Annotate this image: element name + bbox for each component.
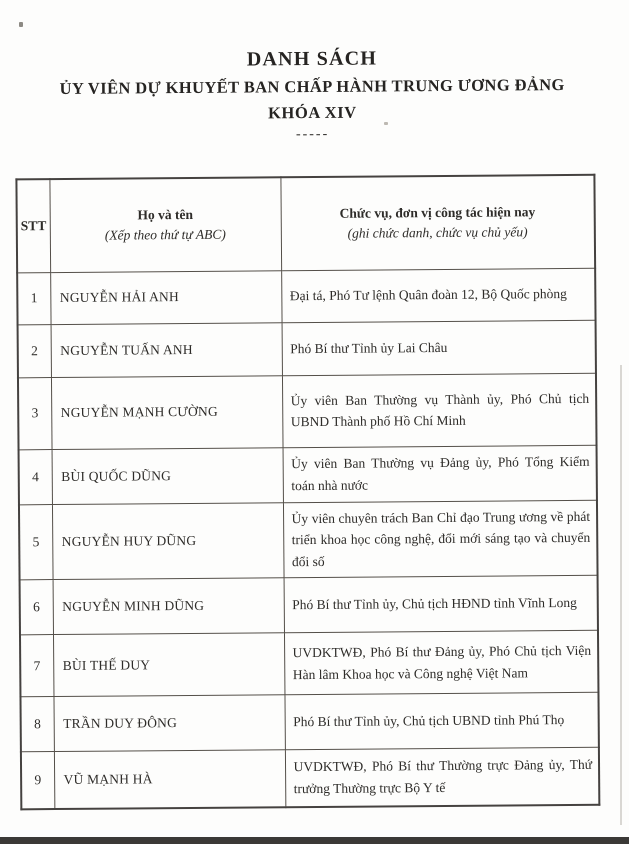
table-header-row <box>16 175 595 273</box>
table-row <box>17 268 595 325</box>
row-name: TRẦN DUY ĐÔNG <box>53 695 284 752</box>
row-name: NGUYỄN HUY DŨNG <box>52 502 284 579</box>
row-position: Đại tá, Phó Tư lệnh Quân đoàn 12, Bộ Quốc phòng <box>281 268 595 322</box>
table-row <box>18 373 597 450</box>
header-name <box>49 177 281 272</box>
row-number: 9 <box>21 752 54 809</box>
row-position: Ủy viên Ban Thường vụ Thành ủy, Phó Chủ tịch UBND Thành phố Hồ Chí Minh <box>282 373 597 447</box>
row-name: NGUYỄN HẢI ANH <box>50 270 281 324</box>
scan-page-edge-line <box>620 365 622 825</box>
table-row <box>21 747 599 809</box>
row-name: BÙI QUỐC DŨNG <box>52 447 283 504</box>
table-row <box>18 320 596 378</box>
scan-speck-artifact <box>384 122 388 125</box>
table-row <box>20 630 598 697</box>
document-session: KHÓA XIV <box>267 102 357 123</box>
header-stt: STT <box>16 179 50 272</box>
row-position: Phó Bí thư Tỉnh ủy, Chủ tịch HĐND tỉnh Vĩnh Long <box>284 575 598 632</box>
table-row <box>20 575 598 635</box>
row-name: VŨ MẠNH HÀ <box>54 750 285 809</box>
scanner-edge-bar <box>0 837 629 844</box>
table-row <box>19 445 597 505</box>
row-position: Ủy viên chuyên trách Ban Chỉ đạo Trung ương về phát triển khoa học công nghệ, đổi mới sáng tạo và chuyển đổi số <box>283 500 598 578</box>
scan-speck-artifact <box>19 22 23 27</box>
table-row <box>20 692 598 752</box>
row-position: UVDKTWĐ, Phó Bí thư Thường trực Đảng ủy, Thứ trưởng Thường trực Bộ Y tế <box>285 747 599 806</box>
row-name: NGUYỄN TUẤN ANH <box>51 322 282 377</box>
title-divider-dashes: ----- <box>295 126 330 143</box>
table-row <box>19 500 598 580</box>
row-name: BÙI THẾ DUY <box>53 633 284 697</box>
row-number: 8 <box>20 697 53 752</box>
document-title-block <box>0 44 627 146</box>
document-title: DANH SÁCH <box>246 47 378 71</box>
header-name-note: (Xếp theo thứ tự ABC) <box>104 226 226 243</box>
row-name: NGUYỄN MẠNH CƯỜNG <box>51 375 283 449</box>
row-number: 1 <box>17 272 50 324</box>
row-position: Phó Bí thư Tỉnh ủy Lai Châu <box>282 320 596 375</box>
document-subtitle: ỦY VIÊN DỰ KHUYẾT BAN CHẤP HÀNH TRUNG ƯƠNG ĐẢNG <box>59 75 565 98</box>
row-number: 6 <box>20 580 53 635</box>
row-position: UVDKTWĐ, Phó Bí thư Đảng ủy, Phó Chủ tịch Viện Hàn lâm Khoa học và Công nghệ Việt Nam <box>284 630 598 694</box>
row-name: NGUYỄN MINH DŨNG <box>53 578 284 635</box>
row-number: 5 <box>19 504 53 580</box>
row-position: Phó Bí thư Tỉnh ủy, Chủ tịch UBND tỉnh Phú Thọ <box>284 692 598 749</box>
members-table <box>15 174 600 810</box>
row-position: Ủy viên Ban Thường vụ Đảng ủy, Phó Tổng Kiểm toán nhà nước <box>283 445 597 502</box>
header-position-label: Chức vụ, đơn vị công tác hiện nay <box>339 204 536 221</box>
row-number: 4 <box>19 449 52 504</box>
header-name-label: Họ và tên <box>137 206 194 223</box>
header-position <box>280 175 595 270</box>
header-position-note: (ghi chức danh, chức vụ chủ yếu) <box>347 224 528 241</box>
row-number: 3 <box>18 377 52 449</box>
row-number: 2 <box>18 324 51 377</box>
row-number: 7 <box>20 635 53 697</box>
